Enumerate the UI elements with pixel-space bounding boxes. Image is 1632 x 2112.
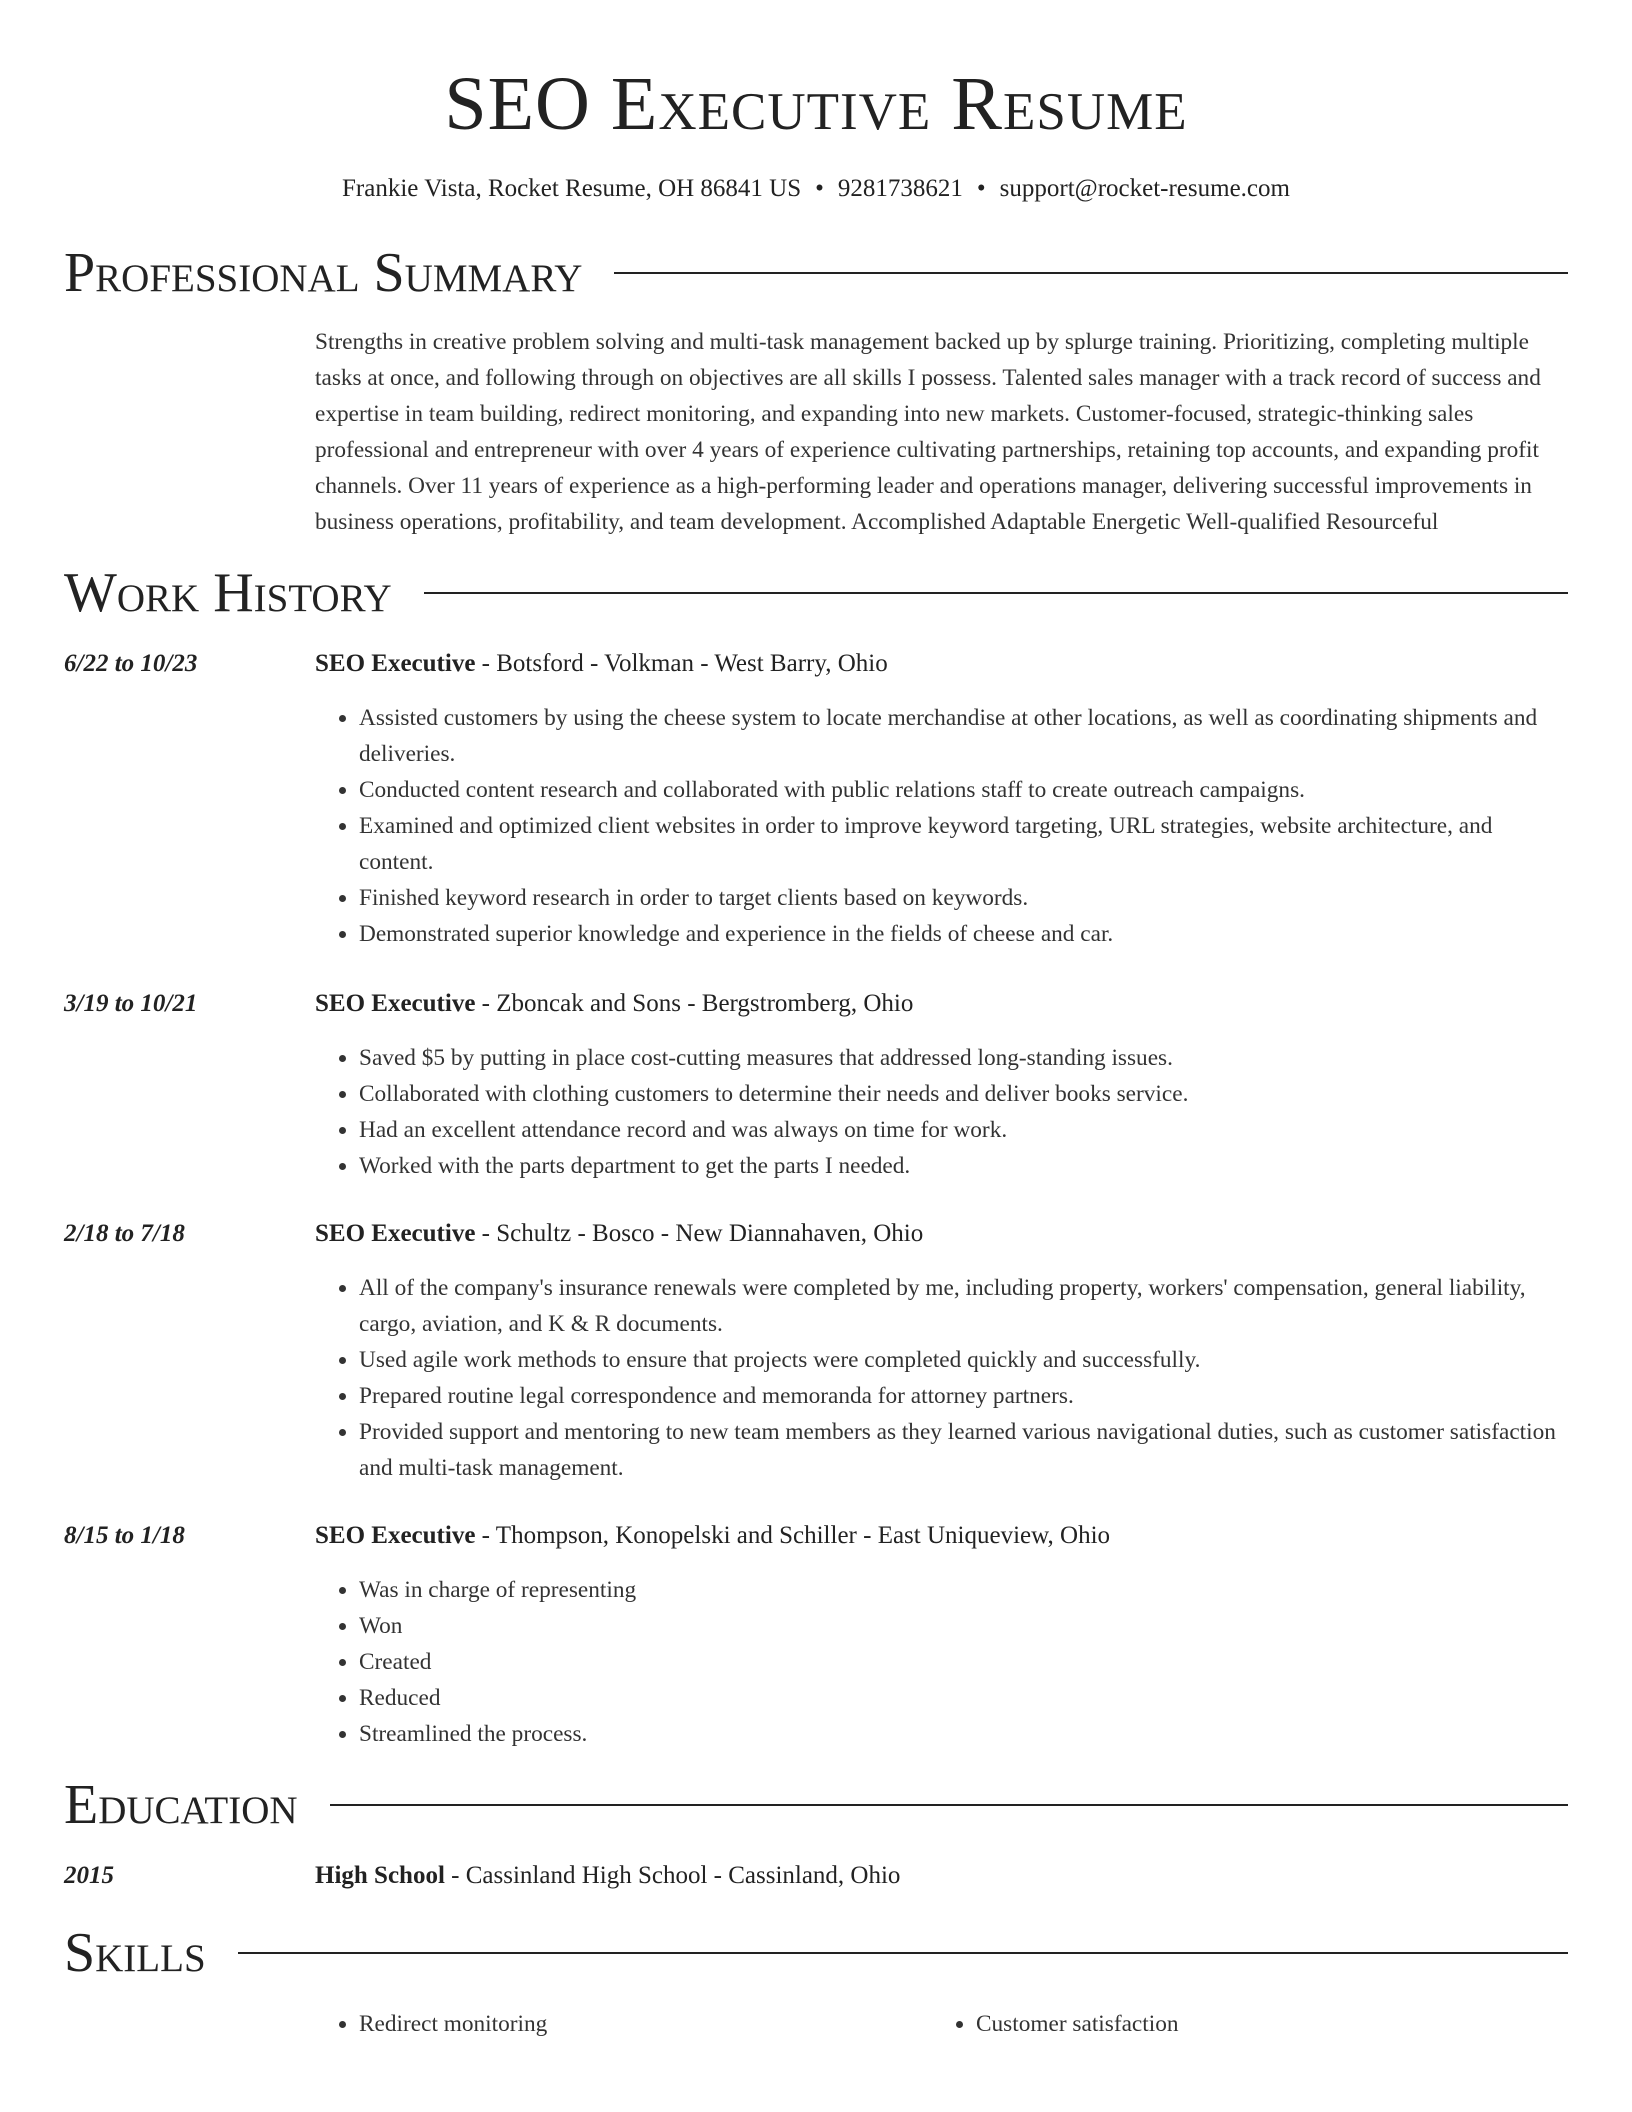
contact-separator: •: [976, 175, 986, 202]
summary-section-header: [64, 240, 1568, 306]
job-bullet: • Used agile work methods to ensure that projects were completed quickly and successfully.: [359, 1342, 1568, 1378]
education-line: [315, 1858, 1568, 1894]
skill-item: • Redirect monitoring: [359, 2006, 932, 2042]
work-heading: Work History: [64, 562, 392, 624]
job-bullet: • Finished keyword research in order to target clients based on keywords.: [359, 880, 1568, 916]
job-employer: - Thompson, Konopelski and Schiller - East Uniqueview, Ohio: [475, 1522, 1111, 1549]
job-entry: [64, 646, 1568, 952]
job-title: SEO Executive: [315, 1522, 476, 1549]
job-bullet: • Prepared routine legal correspondence and memoranda for attorney partners.: [359, 1378, 1568, 1414]
work-section-header: [64, 560, 1568, 626]
job-dates: 2/18 to 7/18: [64, 1220, 185, 1247]
education-year: 2015: [64, 1862, 114, 1889]
skills-heading: Skills: [64, 1922, 206, 1984]
job-bullet: • Reduced: [359, 1680, 1568, 1716]
skills-column-right: [932, 2006, 1549, 2042]
section-divider: [614, 272, 1568, 274]
skills-list: [315, 2006, 1568, 2042]
job-role-line: [315, 646, 1568, 682]
job-bullet: • Conducted content research and collaborated with public relations staff to create outreach campaigns.: [359, 772, 1568, 808]
job-bullet: • All of the company's insurance renewals were completed by me, including property, workers' compensation, general liability, cargo, aviation, and K & R documents.: [359, 1270, 1568, 1342]
job-entry: [64, 986, 1568, 1184]
job-bullet: • Examined and optimized client websites in order to improve keyword targeting, URL strategies, website architecture, and content.: [359, 808, 1568, 880]
job-dates: 8/15 to 1/18: [64, 1522, 185, 1549]
job-bullet: • Collaborated with clothing customers to determine their needs and deliver books service.: [359, 1076, 1568, 1112]
job-bullet: • Worked with the parts department to get the parts I needed.: [359, 1148, 1568, 1184]
job-entry: [64, 1216, 1568, 1486]
contact-separator: •: [815, 175, 824, 202]
resume-page: [64, 0, 1568, 2042]
job-bullet: • Won: [359, 1608, 1568, 1644]
job-employer: - Botsford - Volkman - West Barry, Ohio: [475, 650, 888, 677]
job-body: [315, 1216, 1568, 1486]
section-divider: [238, 1952, 1568, 1954]
skills-section-header: [64, 1920, 1568, 1986]
job-bullet-list: [315, 1270, 1568, 1486]
skill-item: • Customer satisfaction: [976, 2006, 1549, 2042]
job-role-line: [315, 1518, 1568, 1554]
education-school: - Cassinland High School - Cassinland, Ohio: [444, 1862, 901, 1889]
job-employer: - Schultz - Bosco - New Diannahaven, Ohio: [475, 1220, 924, 1247]
job-bullet: • Had an excellent attendance record and was always on time for work.: [359, 1112, 1568, 1148]
job-entry: [64, 1518, 1568, 1752]
job-title: SEO Executive: [315, 990, 476, 1017]
job-bullet-list: [315, 1040, 1568, 1184]
education-degree: High School: [315, 1862, 445, 1889]
job-body: [315, 1518, 1568, 1752]
job-bullet-list: [315, 1572, 1568, 1752]
resume-title: SEO Executive Resume: [444, 62, 1188, 146]
section-divider: [330, 1804, 1568, 1806]
job-bullet-list: [315, 700, 1568, 952]
job-bullet: • Assisted customers by using the cheese system to locate merchandise at other locations, as well as coordinating shipments and deliveries.: [359, 700, 1568, 772]
job-title: SEO Executive: [315, 1220, 476, 1247]
contact-line: [64, 174, 1568, 204]
education-heading: Education: [64, 1774, 298, 1836]
education-body: [315, 1858, 1568, 1894]
education-entry: [64, 1858, 1568, 1894]
contact-email: support@rocket-resume.com: [999, 175, 1290, 202]
job-dates: 3/19 to 10/21: [64, 990, 198, 1017]
job-title: SEO Executive: [315, 650, 476, 677]
job-bullet: • Created: [359, 1644, 1568, 1680]
contact-address: Frankie Vista, Rocket Resume, OH 86841 US: [342, 175, 802, 202]
job-role-line: [315, 1216, 1568, 1252]
job-bullet: • Saved $5 by putting in place cost-cutting measures that addressed long-standing issues.: [359, 1040, 1568, 1076]
job-bullet: • Streamlined the process.: [359, 1716, 1568, 1752]
job-employer: - Zboncak and Sons - Bergstromberg, Ohio: [475, 990, 914, 1017]
section-divider: [424, 592, 1568, 594]
job-dates: 6/22 to 10/23: [64, 650, 198, 677]
job-bullet: • Provided support and mentoring to new team members as they learned various navigational duties, such as customer satisfaction and multi-task management.: [359, 1414, 1568, 1486]
skills-column-left: [315, 2006, 932, 2042]
contact-phone: 9281738621: [837, 175, 963, 202]
education-section-header: [64, 1772, 1568, 1838]
job-bullet: • Was in charge of representing: [359, 1572, 1568, 1608]
job-body: [315, 986, 1568, 1184]
job-bullet: • Demonstrated superior knowledge and experience in the fields of cheese and car.: [359, 916, 1568, 952]
summary-heading: Professional Summary: [64, 242, 583, 304]
summary-text: Strengths in creative problem solving and multi-task management backed up by splurge training. Prioritizing, completing multiple tasks at once, and following through on objectives are all skills I possess. Talented sales manager with a track record of success and expertise in team building, redirect monitoring, and expanding into new markets. Customer-focused, strategic-thinking sales professional and entrepreneur with over 4 years of experience cultivating partnerships, retaining top accounts, and expanding profit channels. Over 11 years of experience as a high-performing leader and operations manager, delivering successful improvements in business operations, profitability, and team development. Accomplished Adaptable Energetic Well-qualified Resourceful: [315, 329, 1541, 535]
job-body: [315, 646, 1568, 952]
job-role-line: [315, 986, 1568, 1022]
